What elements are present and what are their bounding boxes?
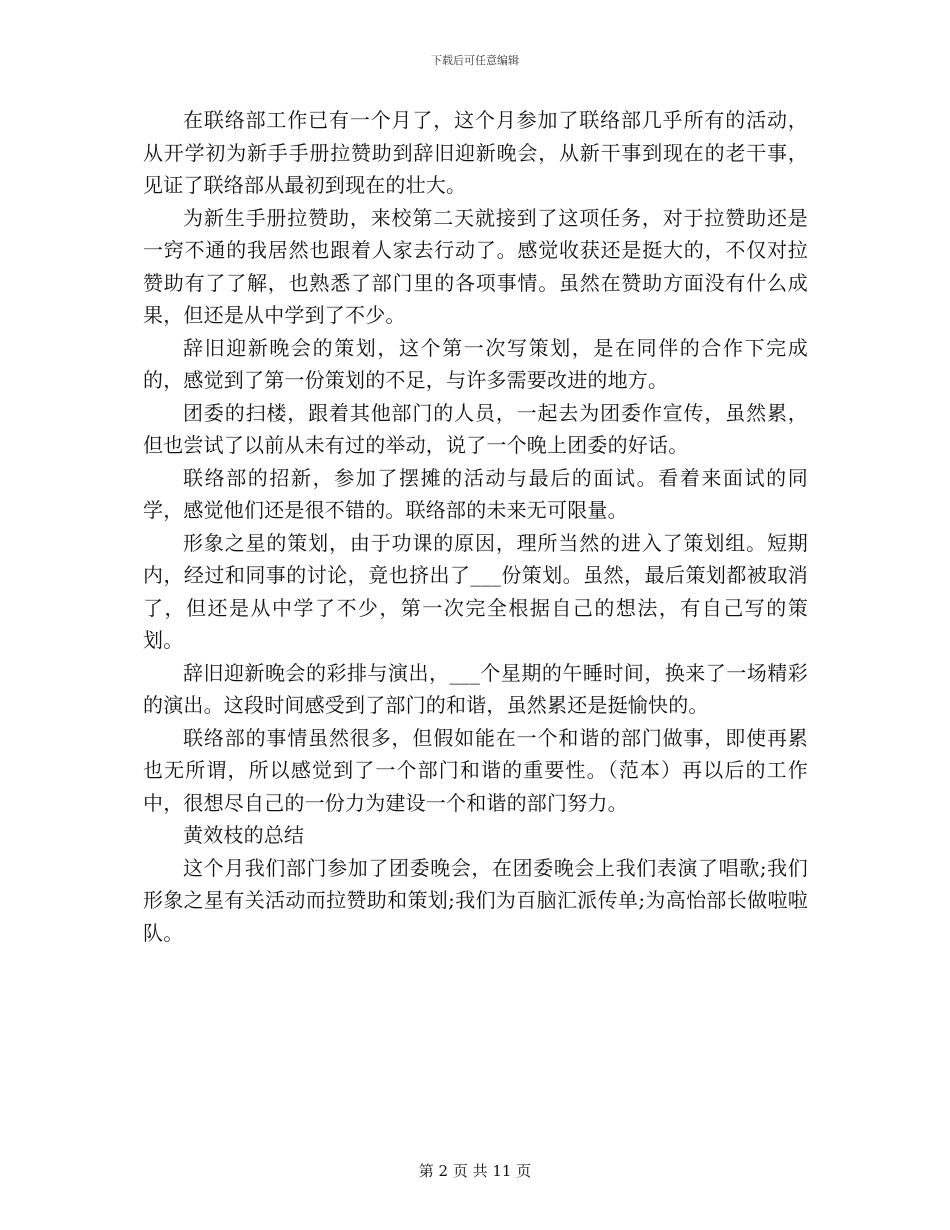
paragraph-recruitment: 联络部的招新，参加了摆摊的活动与最后的面试。看着来面试的同学，感觉他们还是很不错的。联络部的未来无可限量。 <box>143 465 808 522</box>
paragraph-intro: 在联络部工作已有一个月了，这个月参加了联络部几乎所有的活动，从开学初为新手手册拉赞助到辞旧迎新晚会，从新干事到现在的老干事，见证了联络部从最初到现在的壮大。 <box>143 108 808 197</box>
paragraph-image-star: 形象之星的策划，由于功课的原因，理所当然的进入了策划组。短期内，经过和同事的讨论，竟也挤出了___份策划。虽然，最后策划都被取消了，但还是从中学了不少，第一次完全根据自己的想法，有自己写的策划。 <box>143 530 808 652</box>
document-body <box>143 104 808 949</box>
section-subtitle: 黄效枝的总结 <box>183 823 305 847</box>
paragraph-sponsorship: 为新生手册拉赞助，来校第二天就接到了这项任务，对于拉赞助还是一窍不通的我居然也跟着人家去行动了。感觉收获还是挺大的，不仅对拉赞助有了了解，也熟悉了部门里的各项事情。虽然在赞助方面没有什么成果，但还是从中学到了不少。 <box>143 205 808 327</box>
paragraph-harmony: 联络部的事情虽然很多，但假如能在一个和谐的部门做事，即使再累也无所谓，所以感觉到了一个部门和谐的重要性。（范本）再以后的工作中，很想尽自己的一份力为建设一个和谐的部门努力。 <box>143 725 808 815</box>
page-header: 下载后可任意编辑 <box>431 54 519 67</box>
page-footer: 第 2 页 共 11 页 <box>418 1162 532 1180</box>
paragraph-closing: 这个月我们部门参加了团委晚会，在团委晚会上我们表演了唱歌;我们形象之星有关活动而拉赞助和策划;我们为百脑汇派传单;为高怡部长做啦啦队。 <box>143 855 808 945</box>
paragraph-promotion: 团委的扫楼，跟着其他部门的人员，一起去为团委作宣传，虽然累，但也尝试了以前从未有过的举动，说了一个晚上团委的好话。 <box>143 400 808 457</box>
paragraph-gala-planning: 辞旧迎新晚会的策划，这个第一次写策划，是在同伴的合作下完成的，感觉到了第一份策划的不足，与许多需要改进的地方。 <box>143 335 808 392</box>
paragraph-rehearsal: 辞旧迎新晚会的彩排与演出，___个星期的午睡时间，换来了一场精彩的演出。这段时间感受到了部门的和谐，虽然累还是挺愉快的。 <box>143 660 808 717</box>
